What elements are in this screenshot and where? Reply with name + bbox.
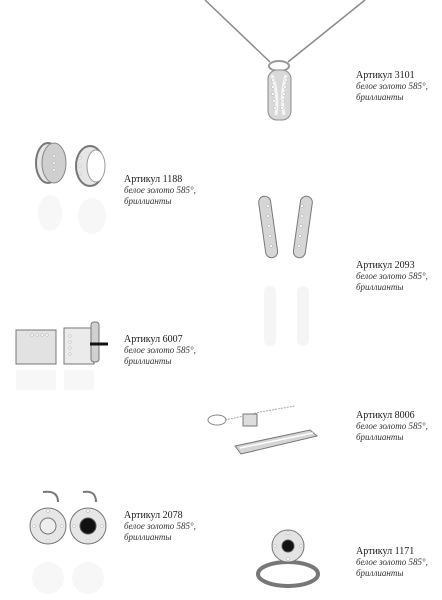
stones-label: бриллианты — [124, 356, 172, 366]
tieclip-8006-image — [205, 398, 345, 458]
material-label: белое золото 585°, — [356, 81, 428, 91]
material-label: белое золото 585°, — [356, 271, 428, 281]
article-label: Артикул 3101 — [356, 70, 415, 81]
earrings-2093-image — [252, 196, 332, 356]
product-caption-6007 — [124, 334, 196, 367]
product-caption-2093 — [356, 260, 428, 293]
earrings-2078-image — [18, 488, 108, 598]
stones-label: бриллианты — [356, 432, 404, 442]
product-caption-1188 — [124, 174, 196, 207]
article-label: Артикул 2093 — [356, 260, 415, 271]
material-label: белое золото 585°, — [356, 557, 428, 567]
rings-1188-image — [20, 138, 110, 238]
material-label: белое золото 585°, — [356, 421, 428, 431]
stones-label: бриллианты — [356, 92, 404, 102]
article-label: Артикул 1188 — [124, 174, 183, 185]
article-label: Артикул 8006 — [356, 410, 415, 421]
ring-1171-image — [248, 522, 338, 592]
stones-label: бриллианты — [124, 532, 172, 542]
stones-label: бриллианты — [124, 196, 172, 206]
pendant-3101-image — [200, 0, 370, 130]
product-caption-8006 — [356, 410, 428, 443]
product-caption-1171 — [356, 546, 428, 579]
product-caption-3101 — [356, 70, 428, 103]
product-caption-2078 — [124, 510, 196, 543]
material-label: белое золото 585°, — [124, 185, 196, 195]
material-label: белое золото 585°, — [124, 345, 196, 355]
cufflinks-6007-image — [12, 318, 112, 398]
article-label: Артикул 6007 — [124, 334, 183, 345]
stones-label: бриллианты — [356, 568, 404, 578]
stones-label: бриллианты — [356, 282, 404, 292]
article-label: Артикул 1171 — [356, 546, 415, 557]
article-label: Артикул 2078 — [124, 510, 183, 521]
material-label: белое золото 585°, — [124, 521, 196, 531]
